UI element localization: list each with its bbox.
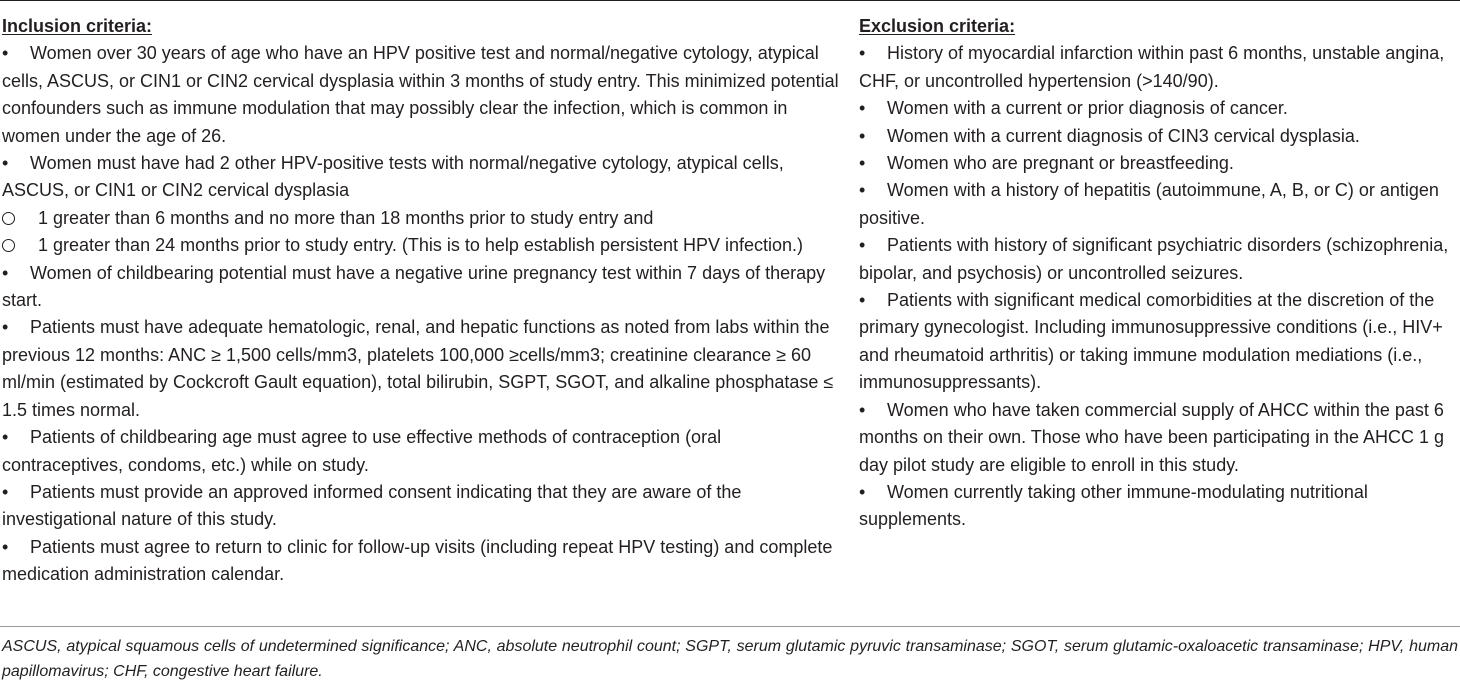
exclusion-criterion (859, 95, 1457, 122)
exclusion-criterion-text: Women who are pregnant or breastfeeding. (887, 153, 1234, 174)
inclusion-criterion (2, 260, 842, 315)
inclusion-column (2, 13, 842, 589)
exclusion-criterion-text: Women with a history of hepatitis (autoimmune, A, B, or C) or antigen positive. (859, 180, 1439, 228)
exclusion-criterion (859, 40, 1457, 95)
bullet-icon: • (859, 43, 866, 64)
bullet-icon: • (2, 536, 9, 557)
bullet-icon: • (2, 427, 9, 448)
exclusion-column (859, 13, 1457, 534)
bullet-icon: • (859, 98, 866, 119)
inclusion-list (2, 40, 842, 588)
inclusion-criterion-text: 1 greater than 24 months prior to study entry. (This is to help establish persistent HPV infection.) (38, 235, 804, 256)
exclusion-criterion (859, 397, 1457, 479)
inclusion-criterion (2, 205, 842, 232)
exclusion-criterion-text: Patients with significant medical comorbidities at the discretion of the primary gynecologist. Including immunosuppressive conditions (i.e., HIV+ and rheumatoid arthritis) or taking immune modulation mediations (i.e., immunosuppressants). (859, 290, 1443, 393)
inclusion-criterion-text: Women must have had 2 other HPV-positive tests with normal/negative cytology, atypical cells, ASCUS, or CIN1 or CIN2 cervical dysplasia (2, 153, 784, 201)
exclusion-criterion (859, 150, 1457, 177)
inclusion-criterion (2, 314, 842, 424)
bullet-icon: • (859, 153, 866, 174)
inclusion-criterion (2, 424, 842, 479)
inclusion-criterion (2, 479, 842, 534)
table-top-rule (0, 0, 1460, 1)
bullet-icon: • (2, 43, 9, 64)
inclusion-criterion (2, 150, 842, 205)
exclusion-criterion-text: History of myocardial infarction within past 6 months, unstable angina, CHF, or uncontrolled hypertension (>140/90). (859, 43, 1445, 91)
exclusion-criterion (859, 479, 1457, 534)
table-bottom-rule (0, 626, 1460, 627)
table-footnote: ASCUS, atypical squamous cells of undetermined significance; ANC, absolute neutrophil count; SGPT, serum glutamic pyruvic transaminase; SGOT, serum glutamic-oxaloacetic transaminase; HPV, human papillomavirus; CHF, congestive heart failure. (2, 638, 1458, 680)
exclusion-heading: Exclusion criteria: (859, 16, 1016, 36)
bullet-icon: • (859, 235, 866, 256)
bullet-icon: • (859, 125, 866, 146)
inclusion-criterion-text: Patients must agree to return to clinic for follow-up visits (including repeat HPV testing) and complete medication administration calendar. (2, 536, 833, 585)
bullet-icon: • (2, 317, 9, 338)
exclusion-criterion (859, 177, 1457, 232)
sub-bullet-circle-icon (2, 232, 38, 259)
bullet-icon: • (2, 481, 9, 502)
inclusion-criterion-text: Women of childbearing potential must have a negative urine pregnancy test within 7 days of therapy start. (2, 262, 826, 311)
exclusion-criterion (859, 123, 1457, 150)
inclusion-criterion-text: Patients of childbearing age must agree to use effective methods of contraception (oral contraceptives, condoms, etc.) while on study. (2, 427, 722, 475)
bullet-icon: • (2, 153, 9, 174)
inclusion-heading: Inclusion criteria: (2, 16, 153, 36)
sub-bullet-circle-icon (2, 205, 38, 232)
exclusion-criterion-text: Women who have taken commercial supply of AHCC within the past 6 months on their own. Those who have been participating in the AHCC 1 g day pilot study are eligible to enroll in this study. (859, 399, 1445, 475)
inclusion-criterion (2, 534, 842, 589)
bullet-icon: • (859, 399, 866, 420)
exclusion-criterion (859, 232, 1457, 287)
bullet-icon: • (859, 481, 866, 502)
bullet-icon: • (859, 180, 866, 201)
inclusion-criterion-text: Patients must have adequate hematologic, renal, and hepatic functions as noted from labs within the previous 12 months: ANC ≥ 1,500 cells/mm3, platelets 100,000 ≥cells/mm3; creatinine clearance ≥ 60 ml/min (estimated by Cockcroft Gault equation), total bilirubin, SGPT, SGOT, and alkaline phosphatase ≤ 1.5 times normal. (2, 317, 834, 420)
bullet-icon: • (2, 262, 9, 283)
exclusion-criterion (859, 287, 1457, 397)
exclusion-criterion-text: Patients with history of significant psychiatric disorders (schizophrenia, bipolar, and psychosis) or uncontrolled seizures. (859, 235, 1449, 283)
exclusion-criterion-text: Women with a current diagnosis of CIN3 cervical dysplasia. (887, 125, 1360, 146)
inclusion-criterion (2, 40, 842, 150)
bullet-icon: • (859, 290, 866, 311)
inclusion-criterion-text: 1 greater than 6 months and no more than 18 months prior to study entry and (38, 207, 654, 228)
exclusion-criterion-text: Women currently taking other immune-modulating nutritional supplements. (859, 481, 1368, 530)
exclusion-list (859, 40, 1457, 533)
inclusion-criterion-text: Patients must provide an approved informed consent indicating that they are aware of the investigational nature of this study. (2, 481, 742, 530)
inclusion-criterion (2, 232, 842, 259)
exclusion-criterion-text: Women with a current or prior diagnosis of cancer. (887, 98, 1288, 119)
inclusion-criterion-text: Women over 30 years of age who have an HPV positive test and normal/negative cytology, atypical cells, ASCUS, or CIN1 or CIN2 cervical dysplasia within 3 months of study entry. This minimized potential confounders such as immune modulation that may possibly clear the infection, which is common in women under the age of 26. (2, 43, 839, 146)
